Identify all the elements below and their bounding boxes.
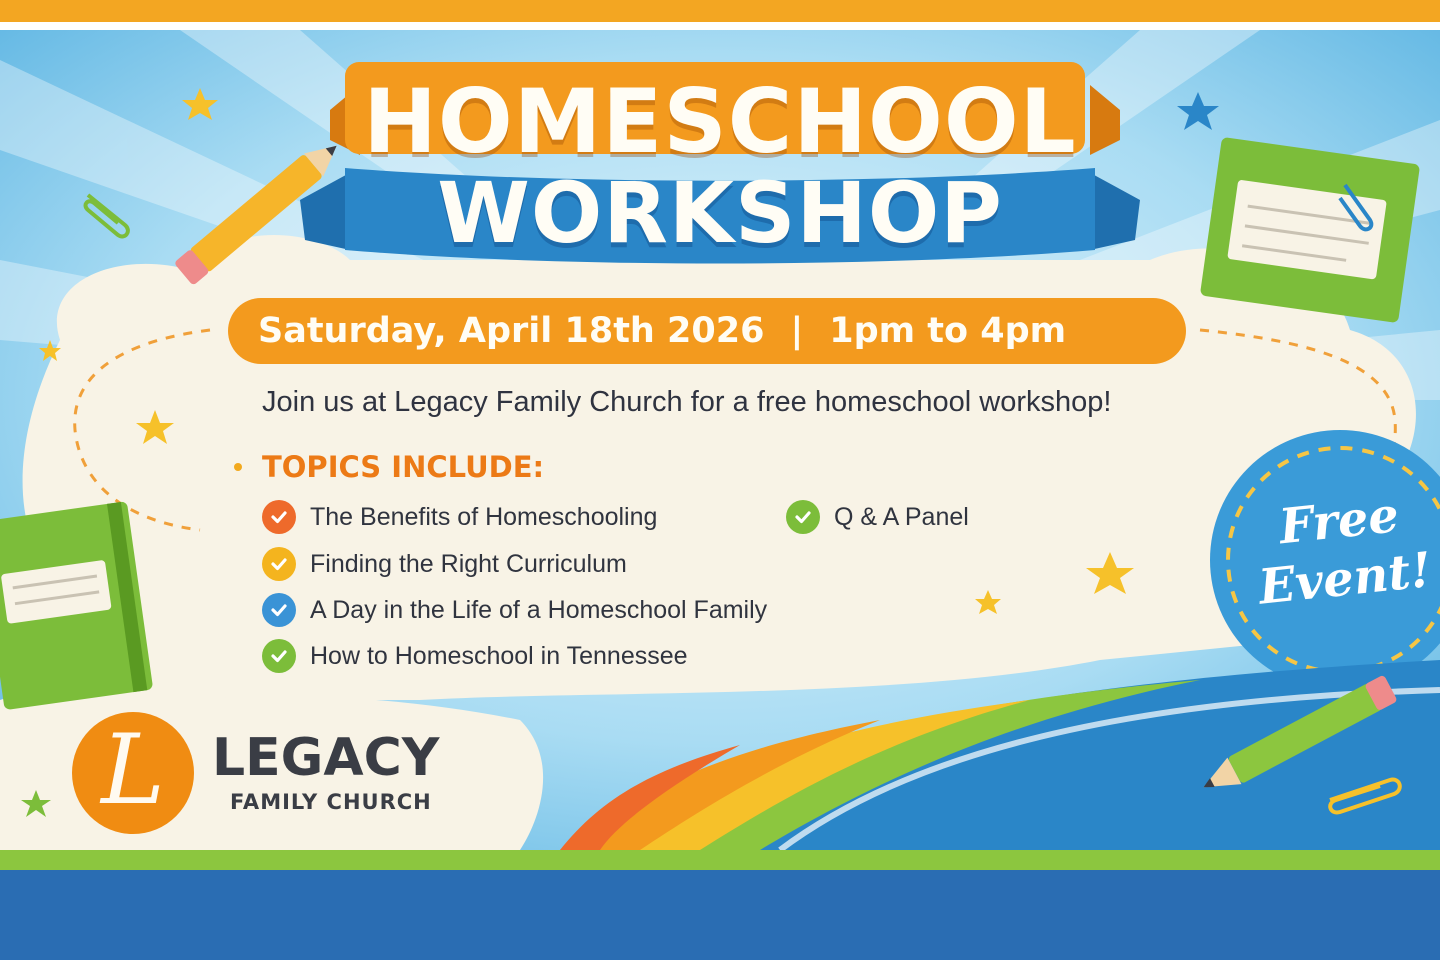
topic-label: How to Homeschool in Tennessee [310, 641, 688, 670]
event-time: 1pm to 4pm [829, 311, 1067, 351]
topic-item [262, 639, 688, 673]
badge-line-2: Event! [1256, 541, 1435, 616]
logo-subtitle: FAMILY CHURCH [230, 790, 432, 814]
event-date: Saturday, April 18th 2026 [258, 311, 765, 351]
check-icon [262, 639, 296, 673]
topic-label: The Benefits of Homeschooling [310, 502, 658, 531]
topic-label: Q & A Panel [834, 502, 969, 531]
title-line-1: HOMESCHOOL [363, 70, 1077, 173]
check-icon [786, 500, 820, 534]
bullet-dot [234, 463, 242, 471]
notebook-icon [0, 501, 153, 710]
check-icon [262, 593, 296, 627]
badge-line-1: Free [1276, 487, 1402, 556]
topic-item [262, 500, 657, 534]
free-event-badge [1246, 483, 1437, 617]
topics-heading [234, 450, 544, 484]
topic-item [262, 547, 627, 581]
topics-heading-label: TOPICS INCLUDE: [262, 450, 545, 484]
topic-label: A Day in the Life of a Homeschool Family [310, 595, 768, 624]
date-separator: | [790, 311, 804, 351]
topic-item [262, 593, 767, 627]
title-line-2: WORKSHOP [437, 164, 1003, 262]
check-icon [262, 547, 296, 581]
event-date-bar [258, 306, 1066, 356]
topic-item [786, 500, 969, 534]
topic-label: Finding the Right Curriculum [310, 549, 627, 578]
check-icon [262, 500, 296, 534]
logo-monogram-letter: L [101, 714, 165, 826]
logo-monogram [72, 712, 194, 834]
logo-name: LEGACY [212, 728, 440, 788]
intro-text: Join us at Legacy Family Church for a free homeschool workshop! [262, 386, 1112, 418]
